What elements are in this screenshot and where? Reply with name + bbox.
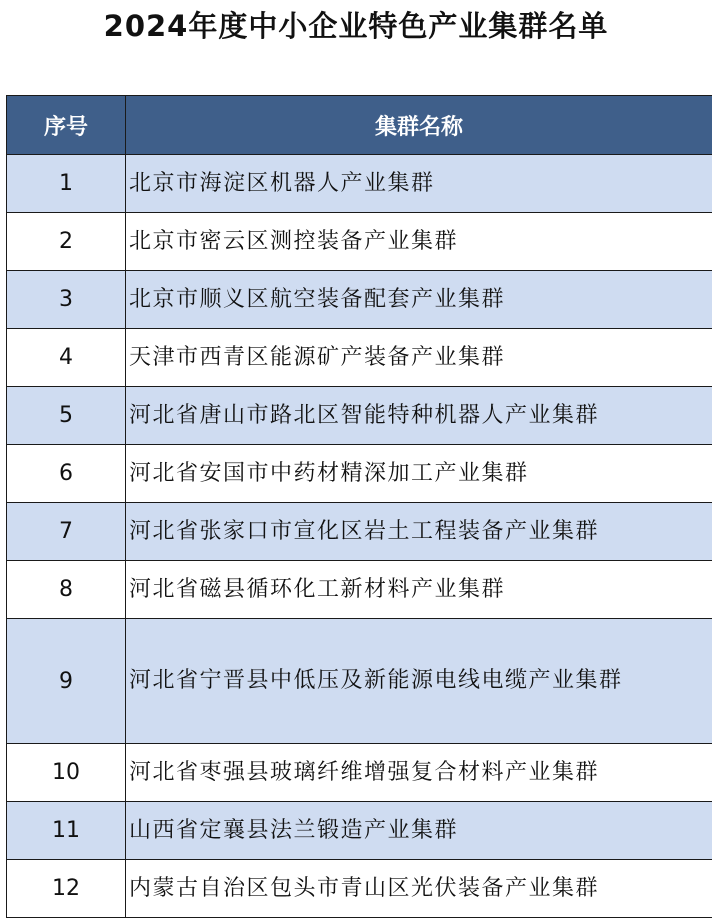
table-row (7, 619, 712, 744)
table-row (7, 213, 712, 271)
row-name: 河北省宁晋县中低压及新能源电线电缆产业集群 (126, 619, 712, 744)
row-name: 内蒙古自治区包头市青山区光伏装备产业集群 (126, 860, 712, 918)
header-name: 集群名称 (126, 96, 712, 155)
table-row (7, 802, 712, 860)
table-row (7, 744, 712, 802)
table-row (7, 155, 712, 213)
row-seq: 8 (7, 561, 126, 619)
row-name: 北京市海淀区机器人产业集群 (126, 155, 712, 213)
table-row (7, 329, 712, 387)
table-row (7, 271, 712, 329)
row-seq: 12 (7, 860, 126, 918)
row-name: 山西省定襄县法兰锻造产业集群 (126, 802, 712, 860)
header-seq: 序号 (7, 96, 126, 155)
table-row (7, 561, 712, 619)
row-seq: 6 (7, 445, 126, 503)
row-name: 河北省安国市中药材精深加工产业集群 (126, 445, 712, 503)
table-row (7, 445, 712, 503)
table-header-row (7, 96, 712, 155)
row-seq: 1 (7, 155, 126, 213)
cluster-table (6, 95, 712, 918)
row-name: 河北省唐山市路北区智能特种机器人产业集群 (126, 387, 712, 445)
row-seq: 2 (7, 213, 126, 271)
row-name: 河北省张家口市宣化区岩土工程装备产业集群 (126, 503, 712, 561)
row-seq: 9 (7, 619, 126, 744)
row-name: 北京市顺义区航空装备配套产业集群 (126, 271, 712, 329)
table-row (7, 387, 712, 445)
page-title: 2024年度中小企业特色产业集群名单 (0, 6, 712, 46)
row-name: 河北省枣强县玻璃纤维增强复合材料产业集群 (126, 744, 712, 802)
row-name: 天津市西青区能源矿产装备产业集群 (126, 329, 712, 387)
row-seq: 10 (7, 744, 126, 802)
row-name: 北京市密云区测控装备产业集群 (126, 213, 712, 271)
row-seq: 3 (7, 271, 126, 329)
table-row (7, 503, 712, 561)
row-seq: 7 (7, 503, 126, 561)
row-seq: 5 (7, 387, 126, 445)
row-seq: 11 (7, 802, 126, 860)
row-seq: 4 (7, 329, 126, 387)
row-name: 河北省磁县循环化工新材料产业集群 (126, 561, 712, 619)
table-row (7, 860, 712, 918)
